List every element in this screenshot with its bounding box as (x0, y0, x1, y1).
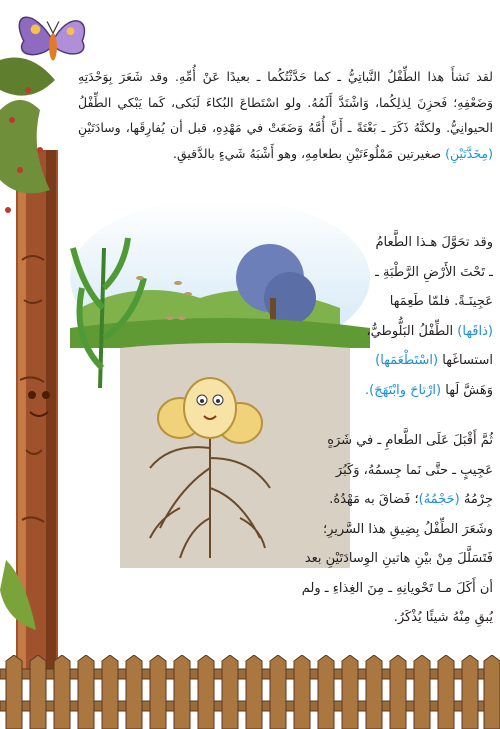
opening-paragraph (78, 64, 493, 166)
fence-icon (0, 655, 500, 729)
paragraph-part-2: صغيرتين مَمْلُوءَتَيْنِ بطعامِهِ، وهو أَشْبَهُ شَيءٍ بالدَّقيقِ. (172, 145, 442, 161)
lower-line: عَجِيبٍ ـ حتَّى نَما جِسمُهُ، وَكَبُرَ (335, 462, 493, 478)
narrow-column (328, 228, 493, 405)
gloss-pillows: (مِخَدَّتَيْنِ) (445, 145, 493, 161)
narrow-line: ـ تَحْتَ الأَرْضِ الرَّطْبَةِ ـ (375, 264, 493, 280)
narrow-line: عَجِينَـةً. فلمّا طَعِمَها (389, 294, 493, 309)
narrow-line: (ذاقَها) الطِّفْلُ البَلُّوطيُّ، (366, 323, 493, 339)
lower-line: ثُمَّ أَقْبَلَ عَلَى الطَّعامِ ـ في شَرَهٍ (327, 433, 493, 448)
lower-line: وشَعَرَ الطِّفْلُ بِضِيقِ هذا السَّريرِ؛ (322, 521, 493, 537)
paragraph-part-1: لقد نَشأَ هذا الطِّفْلُ النَّباتِيُّ ـ كما حَدَّثْتُكُما ـ بعيدًا عَنْ أُمِّهِ. وقد شَعَرَ بِوَحْدَتِهِ وَضَعْفِهِ؛ فَحزِنَ لِذلِكُما، وَاشْتَدَّ أَلَمُهُ. ولو اسْتَطاعَ البُكاءَ لَبَكى، كَما يَبْكي الطِّفْلُ الحيوانِيُّ. ولكنَّهُ ذَكَرَ ـ بَغْتَةً ـ أَنَّ أُمَّهُ وَضَعَتْ في مَهْدِهِ، قبل أن يُفارِقَها، وسادَتَيْنِ (78, 69, 493, 135)
lower-column (243, 426, 493, 633)
lower-line: جِرْمُهُ (حَجْمُهُ)؛ فَضاقَ به مَهْدُهُ. (329, 492, 493, 507)
narrow-line: وقد تحَوَّلَ هـذا الطَّعامُ (375, 235, 493, 250)
lower-line: فَتَسَلَّلَ مِنْ بيْنِ هاتينِ الوِسادَتَيْنِ بعد (304, 551, 493, 566)
lower-line: أن أَكَلَ مـا تَحْويانِهِ ـ مِنَ الغِذاءِ ـ ولم (301, 580, 493, 596)
narrow-line: استساغَها (اسْتَطْعَمَها) (375, 353, 493, 368)
lower-line: يُبقِ مِنْهُ شيئًا يُذْكَرُ. (393, 610, 493, 625)
story-text (78, 64, 493, 625)
narrow-line: وَهَشَّ لَها (ارْتاحَ وابْتَهَجَ). (365, 382, 493, 398)
